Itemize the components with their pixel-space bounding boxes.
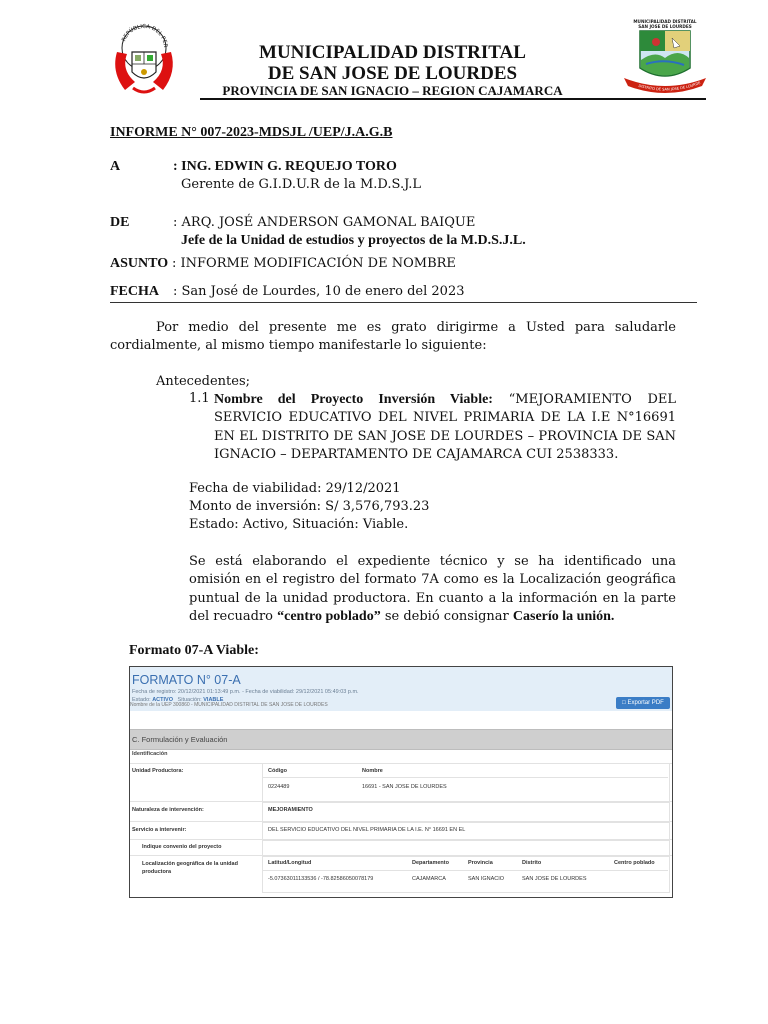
svg-text:MUNICIPALIDAD DISTRITAL: MUNICIPALIDAD DISTRITAL — [633, 19, 697, 24]
screenshot-header — [130, 667, 672, 711]
district-value: SAN JOSE DE LOURDES — [522, 876, 587, 882]
omission-text-1: Se está elaborando el expediente técnico y se ha identificado una omisión en el registro del formato 7A como es la Localización geográfica puntual de la unidad productora. En cuanto a la información en la parte del recuadro — [189, 554, 676, 624]
export-pdf-button[interactable]: □ Exportar PDF — [616, 697, 670, 709]
antecedents-label: Antecedentes; — [156, 374, 251, 389]
code-value: 0224489 — [268, 784, 290, 790]
col-town: Centro poblado — [614, 860, 655, 866]
geo-label-line1: Localización geográfica de la unidad — [142, 861, 238, 867]
header-title-line2: DE SAN JOSE DE LOURDES — [267, 63, 518, 84]
item-number: 1.1 — [189, 391, 210, 406]
project-status: Estado: Activo, Situación: Viable. — [189, 517, 409, 532]
col-district: Distrito — [522, 860, 542, 866]
date-label: FECHA — [110, 284, 159, 299]
format-label: Formato 07-A Viable: — [129, 643, 259, 658]
geo-table — [262, 855, 670, 893]
header-title-line1: MUNICIPALIDAD DISTRITAL — [259, 42, 526, 63]
subject-label: ASUNTO — [110, 256, 169, 271]
col-code: Código — [268, 768, 287, 774]
svg-text:DISTRITO DE SAN JOSE DE LOURDE: DISTRITO DE SAN JOSE DE LOURDE — [638, 80, 702, 92]
project-name-paragraph — [214, 391, 676, 464]
investment-amount: Monto de inversión: S/ 3,576,793.23 — [189, 499, 430, 514]
service-label: Servicio a intervenir: — [132, 827, 187, 833]
svg-text:SAN JOSE DE LOURDES: SAN JOSE DE LOURDES — [638, 24, 692, 29]
from-label: DE — [110, 215, 130, 230]
viability-date: Fecha de viabilidad: 29/12/2021 — [189, 481, 401, 496]
nature-value: MEJORAMIENTO — [268, 807, 313, 813]
screenshot-subtitle: Fecha de registro: 20/12/2021 01:13:49 p.m. - Fecha de viabilidad: 29/12/2021 05:49:03 p.m. — [132, 689, 359, 695]
subject-value: : INFORME MODIFICACIÓN DE NOMBRE — [172, 256, 456, 271]
section-bar — [130, 729, 672, 750]
screenshot-state: Estado: ACTIVO Situación: VIABLE — [132, 697, 224, 703]
row-divider — [262, 777, 668, 778]
identification-label: Identificación — [132, 751, 168, 757]
col-province: Provincia — [468, 860, 493, 866]
omission-bold-1: “centro poblado” — [277, 608, 381, 624]
header-subtitle: PROVINCIA DE SAN IGNACIO – REGION CAJAMARCA — [222, 83, 563, 98]
name-value: 16691 - SAN JOSE DE LOURDES — [362, 784, 447, 790]
header-divider — [200, 98, 706, 100]
col-latlon: Latitud/Longitud — [268, 860, 312, 866]
omission-bold-2: Caserío la unión. — [512, 608, 615, 624]
municipal-seal-icon — [620, 18, 710, 98]
to-role: Gerente de G.I.D.U.R de la M.D.S.J.L — [181, 177, 422, 192]
date-value: : San José de Lourdes, 10 de enero del 2023 — [173, 284, 465, 299]
from-name: : ARQ. JOSÉ ANDERSON GAMONAL BAIQUE — [173, 215, 476, 230]
peru-coat-of-arms-icon — [105, 22, 183, 100]
intro-paragraph: Por medio del presente me es grato dirigirme a Usted para saludarle cordialmente, al mismo tiempo manifestarle lo siguiente: — [110, 320, 676, 354]
row-divider — [262, 870, 668, 871]
screenshot-title: FORMATO N° 07-A — [132, 673, 241, 687]
nature-cell — [262, 801, 670, 823]
format-07a-screenshot — [129, 666, 673, 898]
pdf-icon: □ — [622, 700, 628, 706]
omission-paragraph — [189, 553, 676, 626]
screenshot-uep-row: Nombre de la UEP 300860 - MUNICIPALIDAD DISTRITAL DE SAN JOSE DE LOURDES — [130, 702, 328, 708]
department-value: CAJAMARCA — [412, 876, 446, 882]
date-divider — [110, 302, 697, 303]
unit-producer-label: Unidad Productora: — [132, 768, 184, 774]
report-reference: INFORME N° 007-2023-MDSJL /UEP/J.A.G.B — [110, 125, 393, 140]
geo-label-line2: productora — [142, 869, 172, 875]
col-department: Departamento — [412, 860, 449, 866]
project-name-label: Nombre del Proyecto Inversión Viable: — [214, 392, 493, 407]
agreement-label: Indique convenio del proyecto — [142, 844, 222, 850]
to-label: A — [110, 159, 121, 174]
to-name: : ING. EDWIN G. REQUEJO TORO — [173, 159, 397, 174]
nature-label: Naturaleza de intervención: — [132, 807, 204, 813]
province-value: SAN IGNACIO — [468, 876, 505, 882]
omission-text-2: se debió consignar — [380, 608, 513, 624]
project-name-text: “MEJORAMIENTO DEL SERVICIO EDUCATIVO DEL NIVEL PRIMARIA DE LA I.E N°16691 EN EL DISTRITO DE SAN JOSE DE LOURDES – PROVINCIA DE SAN IGNACIO – DEPARTAMENTO DE CAJAMARCA CUI 2538333. — [214, 392, 676, 462]
section-label: C. Formulación y Evaluación — [132, 735, 228, 744]
latlon-value: -5.07363011133536 / -78.82586050078179 — [268, 876, 374, 882]
unit-table — [262, 763, 670, 803]
service-value: DEL SERVICIO EDUCATIVO DEL NIVEL PRIMARIA DE LA I.E. N° 16691 EN EL — [268, 827, 466, 833]
from-role: Jefe de la Unidad de estudios y proyectos de la M.D.S.J.L. — [181, 233, 526, 248]
col-name: Nombre — [362, 768, 383, 774]
svg-text:REPÚBLICA DEL PERÚ: REPÚBLICA DEL PER — [121, 23, 169, 48]
